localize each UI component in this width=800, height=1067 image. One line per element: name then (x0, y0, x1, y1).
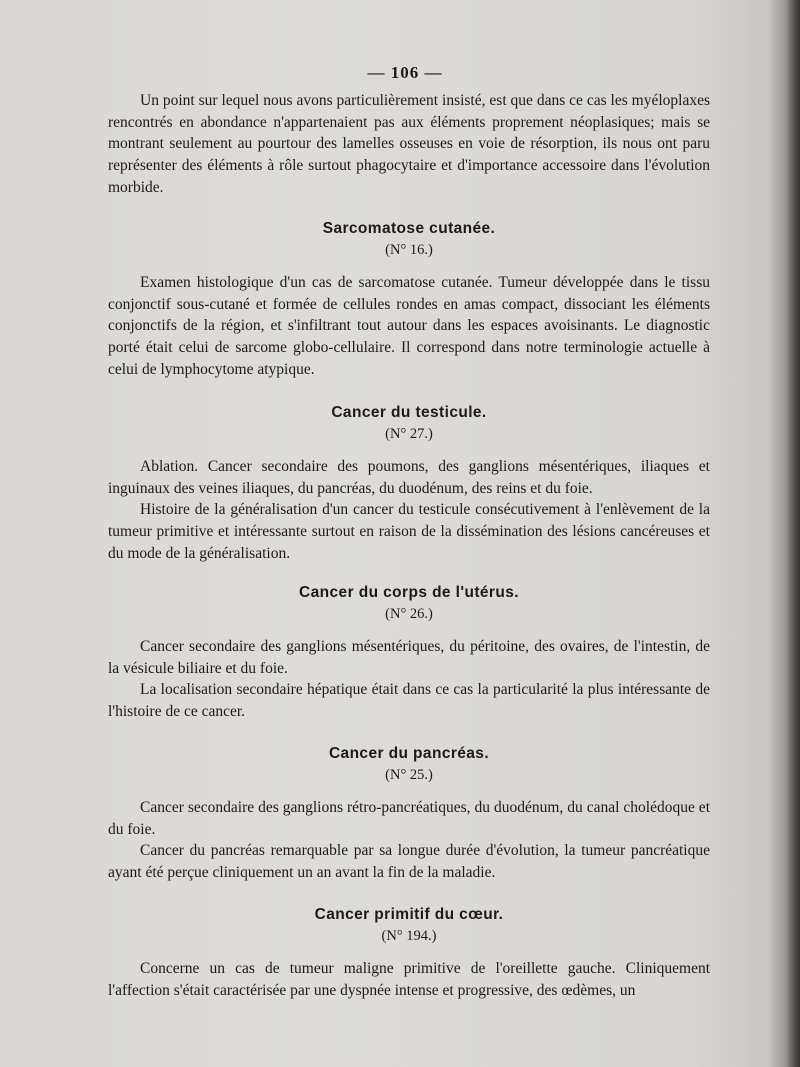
paragraph: Cancer secondaire des ganglions rétro-pancréatiques, du duodénum, du canal cholédoque et du foie. (108, 799, 710, 838)
page-edge-shadow (786, 0, 800, 1067)
section-title: Cancer du pancréas. (328, 745, 490, 762)
page-number: — 106 — (367, 63, 443, 82)
paragraph: La localisation secondaire hépatique était dans ce cas la particularité la plus intéressante de l'histoire de ce cancer. (108, 681, 710, 721)
section-number: (N° 16.) (385, 242, 433, 258)
section-title: Cancer du corps de l'utérus. (299, 584, 519, 601)
paragraph: Concerne un cas de tumeur maligne primitive de l'oreillette gauche. Cliniquement l'affection s'était caractérisée par une dyspnée intense et progressive, des œdèmes, un (108, 960, 710, 999)
section-body (108, 456, 710, 565)
section-title: Cancer primitif du cœur. (314, 906, 504, 923)
section-title: Cancer du testicule. (331, 404, 487, 421)
paragraph: Cancer secondaire des ganglions mésentériques, du péritoine, des ovaires, de l'intestin, de la vésicule biliaire et du foie. (108, 638, 710, 677)
section-number: (N° 194.) (381, 928, 437, 944)
section-body (108, 797, 710, 884)
section-number: (N° 25.) (385, 767, 433, 783)
paragraph: Un point sur lequel nous avons particulièrement insisté, est que dans ce cas les myéloplaxes rencontrés en abondance n'appartenaient pas aux éléments proprement néoplasiques; mais se montrant seulement au pourtour des lamelles osseuses en voie de résorption, ils nous ont paru représenter des éléments à rôle surtout phagocytaire et d'importance accessoire dans l'évolution morbide. (108, 92, 710, 196)
paragraph: Ablation. Cancer secondaire des poumons, des ganglions mésentériques, iliaques et inguinaux des veines iliaques, du pancréas, du duodénum, des reins et du foie. (108, 458, 710, 497)
paragraph: Histoire de la généralisation d'un cancer du testicule consécutivement à l'enlèvement de la tumeur primitive et intéressante surtout en raison de la dissémination des lésions cancéreuses et du mode de la généralisation. (108, 501, 710, 562)
section-body (108, 958, 710, 1001)
section-body (108, 272, 710, 381)
section-title: Sarcomatose cutanée. (322, 220, 496, 237)
section-body (108, 636, 710, 723)
paragraph: Cancer du pancréas remarquable par sa longue durée d'évolution, la tumeur pancréatique ayant été perçue cliniquement un an avant la fin de la maladie. (108, 842, 710, 882)
section-number: (N° 26.) (385, 606, 433, 622)
paragraph: Examen histologique d'un cas de sarcomatose cutanée. Tumeur développée dans le tissu conjonctif sous-cutané et formée de cellules rondes en amas compact, dissociant les éléments conjonctifs de la région, et s'infiltrant tout autour dans les espaces avoisinants. Le diagnostic porté était celui de sarcome globo-cellulaire. Il correspond dans notre terminologie actuelle à celui de lymphocytome atypique. (108, 274, 710, 378)
intro-paragraph-block (108, 90, 710, 199)
section-number: (N° 27.) (385, 426, 433, 442)
